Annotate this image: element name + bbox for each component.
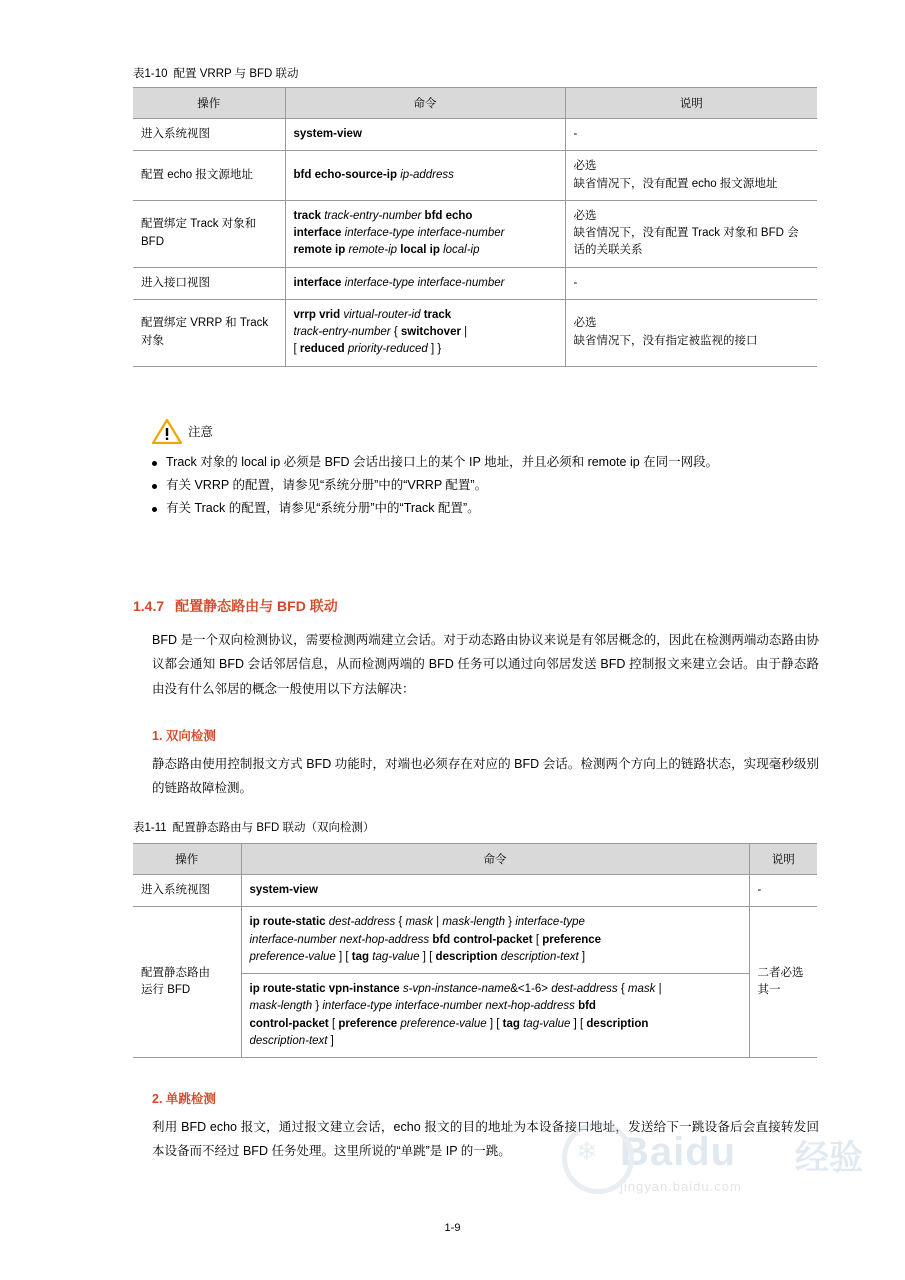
table1-r2-cmd: bfd echo-source-ip ip-address [285, 151, 565, 201]
table2-header-desc: 说明 [749, 844, 817, 875]
list-item: Track 对象的 local ip 必须是 BFD 会话出接口上的某个 IP 地址，并且必须和 remote ip 在同一网段。 [152, 451, 819, 474]
table2-r1-op: 进入系统视图 [133, 875, 241, 907]
table2-r2-desc: 二者必选 其一 [749, 907, 817, 1058]
static-route-bfd-table [133, 843, 817, 1058]
table1-r3-op: 配置绑定 Track 对象和 BFD [133, 200, 285, 267]
watermark-url: jingyan.baidu.com [620, 1179, 742, 1194]
table2-header-cmd: 命令 [241, 844, 749, 875]
subsection-heading-2 [152, 1089, 216, 1107]
watermark-main: Baidu [620, 1130, 737, 1174]
table1-r5-cmd: vrrp vrid virtual-router-id track track-entry-number { switchover | [ reduced priority-reduced ] } [285, 299, 565, 366]
table-row [133, 907, 817, 974]
list-item: 有关 VRRP 的配置，请参见“系统分册”中的“VRRP 配置”。 [152, 474, 819, 497]
table1-r1-op: 进入系统视图 [133, 119, 285, 151]
table1-r4-desc: - [565, 267, 817, 299]
watermark-cn: 经验 [795, 1139, 863, 1177]
list-item: 有关 Track 的配置，请参见“系统分册”中的“Track 配置”。 [152, 497, 819, 520]
table1-r3-cmd: track track-entry-number bfd echo interface interface-type interface-number remote ip remote-ip local ip local-ip [285, 200, 565, 267]
section-paragraph: BFD 是一个双向检测协议，需要检测两端建立会话。对于动态路由协议来说是有邻居概念的，因此在检测两端动态路由协议都会通知 BFD 会话邻居信息，从而检测两端的 BFD 任务可以通过向邻居发送 BFD 控制报文来建立会话。由于静态路由没有什么邻居的概念一般使用以下方法解决： [152, 633, 819, 696]
table1-header-op: 操作 [133, 88, 285, 119]
table1-r2-op: 配置 echo 报文源地址 [133, 151, 285, 201]
note-list [0, 451, 905, 520]
table-row [133, 119, 817, 151]
subsection-title-1: 双向检测 [165, 729, 216, 743]
subsection-heading-1 [152, 726, 216, 744]
table1-header-desc: 说明 [565, 88, 817, 119]
table1-caption-number: 表1-10 [133, 68, 168, 80]
page-number: 1-9 [444, 1222, 461, 1234]
table1-caption [133, 65, 299, 81]
table1-header-row [133, 88, 817, 119]
warning-icon [152, 418, 182, 444]
table-row [133, 299, 817, 366]
subsection-number-2: 2. [152, 1092, 163, 1106]
table1-r5-op: 配置绑定 VRRP 和 Track 对象 [133, 299, 285, 366]
table2-r1-desc: - [749, 875, 817, 907]
table-row [133, 267, 817, 299]
table2-r2-cmd-1: ip route-static dest-address { mask | mask-length } interface-type interface-number next-hop-address bfd control-packet [ preference preference-value ] [ tag tag-value ] [ description description-text ] [241, 907, 749, 974]
table-row [133, 875, 817, 907]
table2-r1-cmd: system-view [241, 875, 749, 907]
table2-header-row [133, 844, 817, 875]
table1-r4-cmd: interface interface-type interface-number [285, 267, 565, 299]
table2-caption [133, 819, 375, 835]
table2-r2-op: 配置静态路由 运行 BFD [133, 907, 241, 1058]
table2-r2-cmd-2: ip route-static vpn-instance s-vpn-instance-name&<1-6> dest-address { mask | mask-length } interface-type interface-number next-hop-address bfd control-packet [ preference preference-value ] [ tag tag-value ] [ description description-text ] [241, 974, 749, 1058]
table1-r2-desc: 必选 缺省情况下，没有配置 echo 报文源地址 [565, 151, 817, 201]
note-block [0, 388, 905, 520]
section-number: 1.4.7 [133, 598, 165, 614]
table2-caption-text: 配置静态路由与 BFD 联动（双向检测） [172, 822, 375, 834]
table2-header-op: 操作 [133, 844, 241, 875]
table1-r1-cmd: system-view [285, 119, 565, 151]
table1-caption-text: 配置 VRRP 与 BFD 联动 [173, 68, 299, 80]
table-row [133, 200, 817, 267]
subsection-paragraph-1: 静态路由使用控制报文方式 BFD 功能时，对端也必须存在对应的 BFD 会话。检测两个方向上的链路状态，实现毫秒级别的链路故障检测。 [152, 757, 819, 796]
section-heading [133, 596, 338, 616]
section-title: 配置静态路由与 BFD 联动 [175, 598, 338, 614]
paw-icon: ❄ [576, 1136, 598, 1166]
table1-r3-desc: 必选 缺省情况下，没有配置 Track 对象和 BFD 会话的关联关系 [565, 200, 817, 267]
table-row [133, 151, 817, 201]
subsection-title-2: 单跳检测 [165, 1092, 216, 1106]
table1-r5-desc: 必选 缺省情况下，没有指定被监视的接口 [565, 299, 817, 366]
subsection-number-1: 1. [152, 729, 163, 743]
vrrp-bfd-table [133, 87, 817, 367]
table1-r1-desc: - [565, 119, 817, 151]
table2-caption-number: 表1-11 [133, 822, 167, 834]
note-title: 注意 [188, 425, 214, 439]
table1-r4-op: 进入接口视图 [133, 267, 285, 299]
table1-header-cmd: 命令 [285, 88, 565, 119]
subsection-paragraph-2: 利用 BFD echo 报文，通过报文建立会话，echo 报文的目的地址为本设备接口地址，发送给下一跳设备后会直接转发回本设备而不经过 BFD 任务处理。这里所说的“单跳”是 IP 的一跳。 [152, 1120, 819, 1159]
